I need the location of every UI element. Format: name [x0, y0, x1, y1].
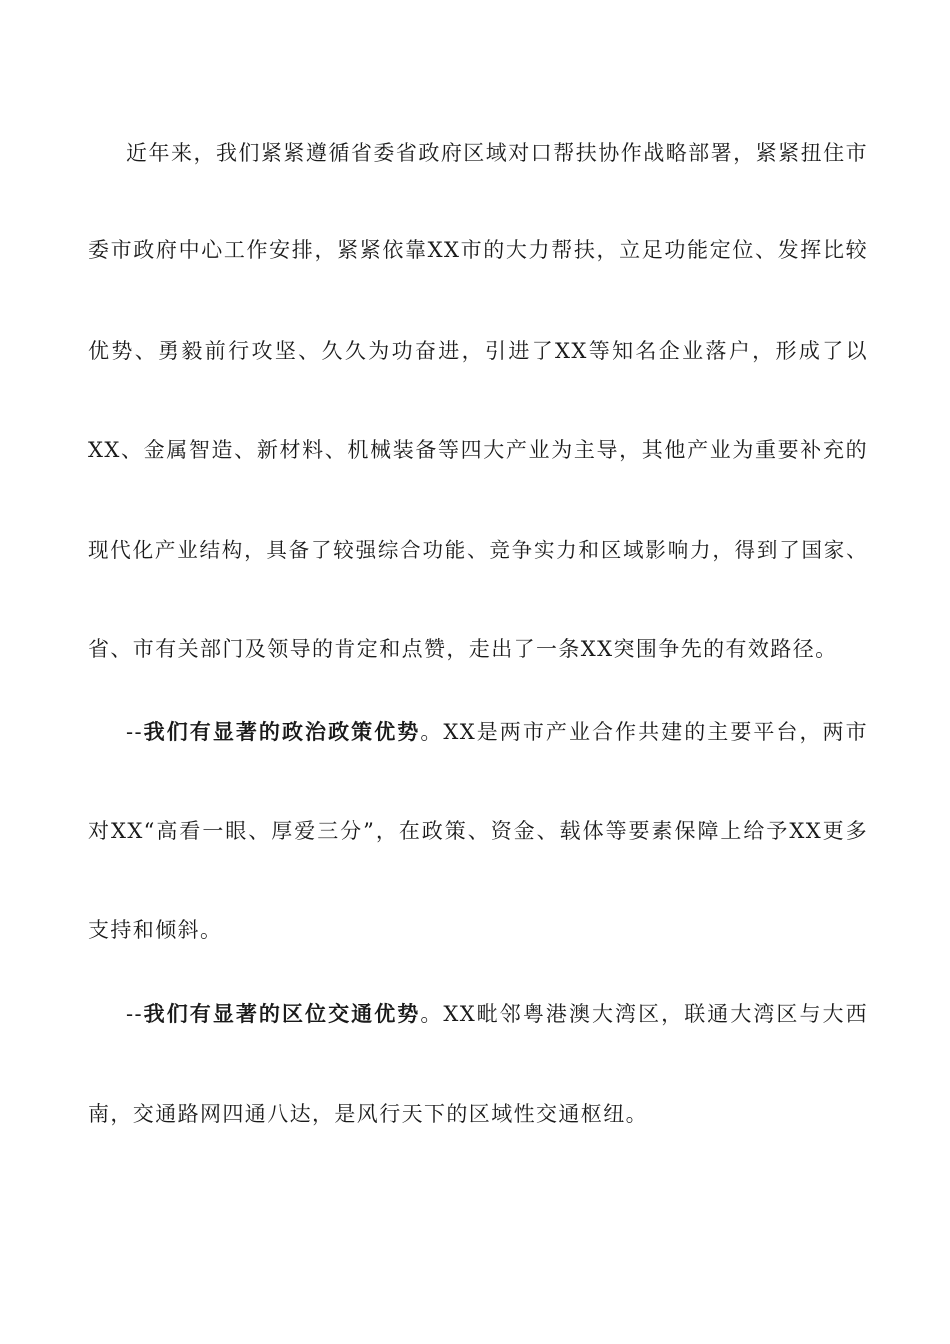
- paragraph-2-line-1: [126, 712, 868, 752]
- paragraph-1-line-4: XX、金属智造、新材料、机械装备等四大产业为主导，其他产业为重要补充的: [88, 438, 868, 462]
- paragraph-3-prefix: --: [126, 1002, 143, 1026]
- paragraph-3-line-1: [126, 994, 868, 1034]
- paragraph-1-line-6: 省、市有关部门及领导的肯定和点赞，走出了一条XX突围争先的有效路径。: [88, 637, 838, 661]
- paragraph-3-first-rest: 。XX毗邻粤港澳大湾区，联通大湾区与大西: [420, 1002, 868, 1026]
- paragraph-2-line-3: 支持和倾斜。: [88, 918, 223, 942]
- paragraph-1-line-2: 委市政府中心工作安排，紧紧依靠XX市的大力帮扶，立足功能定位、发挥比较: [88, 238, 868, 262]
- paragraph-2-heading: 我们有显著的政治政策优势: [143, 719, 421, 744]
- paragraph-3-line-2: 南，交通路网四通八达，是风行天下的区域性交通枢纽。: [88, 1102, 648, 1126]
- paragraph-3-heading: 我们有显著的区位交通优势: [143, 1001, 421, 1026]
- paragraph-2-prefix: --: [126, 720, 143, 744]
- paragraph-1-line-1: 近年来，我们紧紧遵循省委省政府区域对口帮扶协作战略部署，紧紧扭住市: [126, 141, 868, 165]
- paragraph-2-line-2: 对XX“高看一眼、厚爱三分”，在政策、资金、载体等要素保障上给予XX更多: [88, 819, 868, 843]
- paragraph-1-line-3: 优势、勇毅前行攻坚、久久为功奋进，引进了XX等知名企业落户，形成了以: [88, 339, 868, 363]
- paragraph-1-line-5: 现代化产业结构，具备了较强综合功能、竞争实力和区域影响力，得到了国家、: [88, 538, 868, 562]
- paragraph-2-first-rest: 。XX是两市产业合作共建的主要平台，两市: [420, 720, 868, 744]
